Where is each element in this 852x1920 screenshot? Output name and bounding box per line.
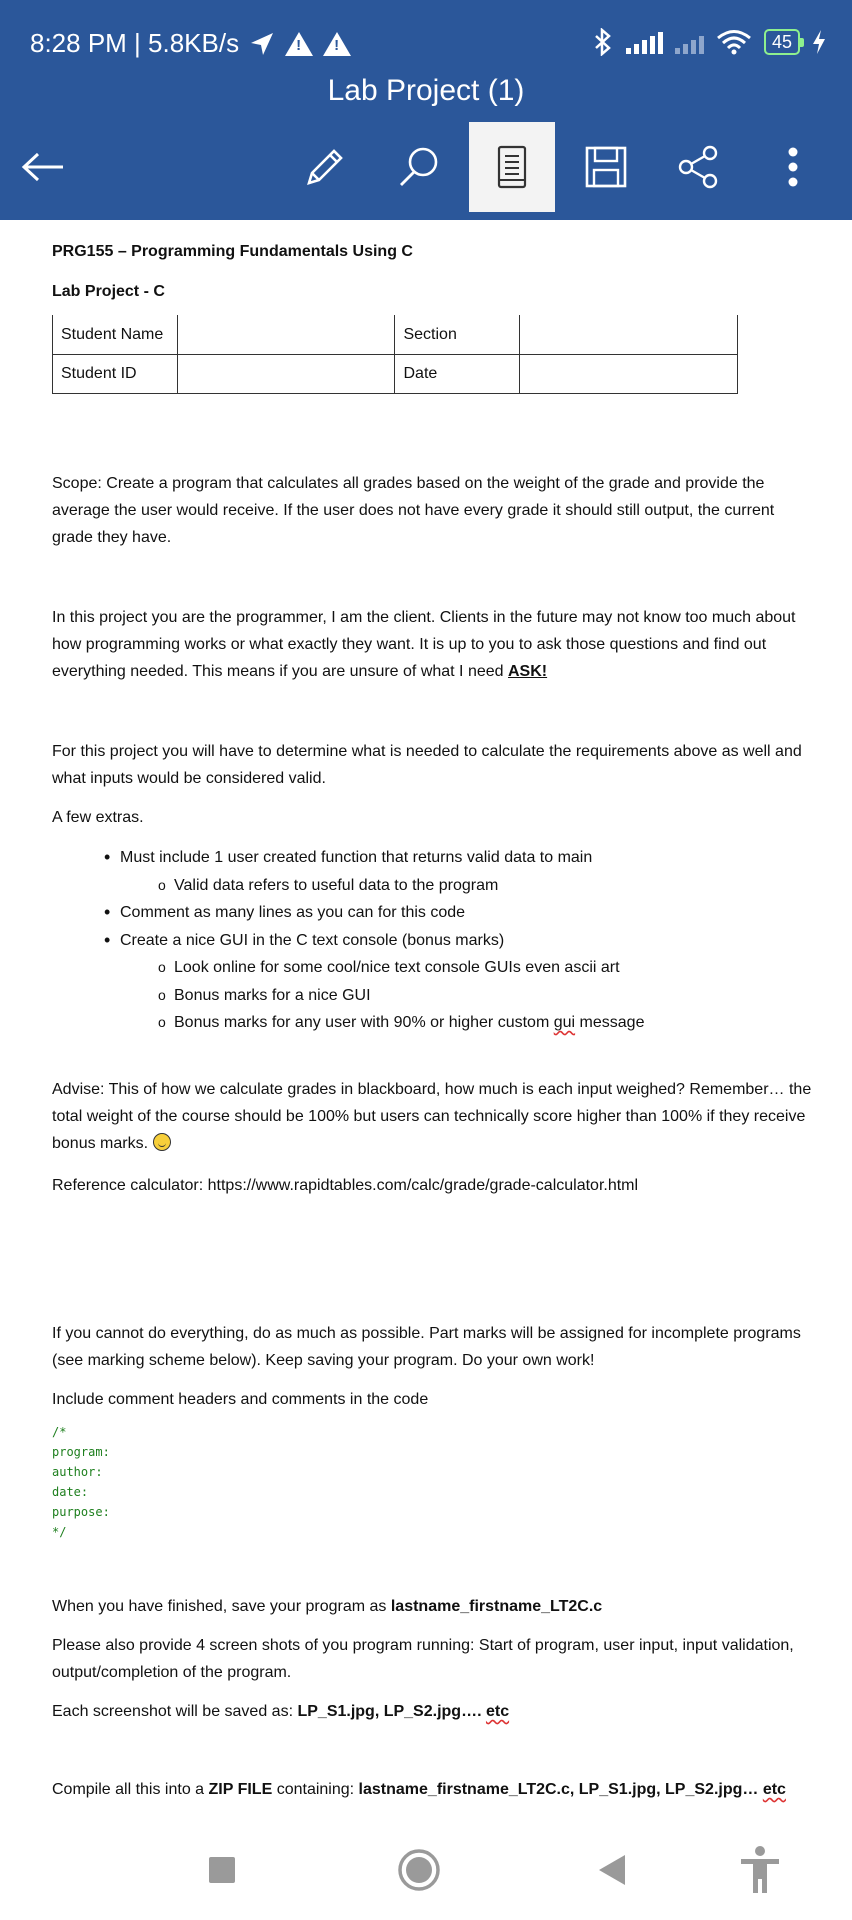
- code-line: date:: [52, 1485, 89, 1499]
- section-label: Section: [395, 315, 520, 354]
- toolbar: [0, 122, 852, 212]
- document-title: Lab Project (1): [327, 74, 525, 107]
- signal-strength-2-icon: [675, 30, 704, 54]
- list-item-text-end: message: [579, 1014, 645, 1031]
- student-id-label: Student ID: [53, 354, 178, 393]
- advise-text: Advise: This of how we calculate grades in blackboard, how much is each input weighed? Remember… the total weight of the course should be 100% but users can technically score higher than 100% if they receive bonus marks.: [52, 1081, 812, 1152]
- code-line: purpose:: [52, 1505, 110, 1519]
- battery-indicator: 45: [764, 29, 800, 55]
- accessibility-icon: [738, 1845, 782, 1895]
- navigation-bar: [0, 1820, 852, 1920]
- back-button[interactable]: [0, 122, 86, 212]
- code-line: program:: [52, 1445, 110, 1459]
- warning-icon-2: [323, 32, 351, 56]
- client-text: In this project you are the programmer, I am the client. Clients in the future may not know too much about how programming works or what exactly they want. It is up to you to ask those questions and find out everything needed. This means if you are unsure of what I need: [52, 609, 796, 680]
- misspelled-word: gui: [553, 1014, 576, 1031]
- recent-apps-button[interactable]: [190, 1838, 254, 1902]
- bluetooth-icon: [592, 28, 614, 56]
- save-filename: lastname_firstname_LT2C.c: [390, 1598, 603, 1615]
- save-button[interactable]: [563, 122, 649, 212]
- reference-paragraph: Reference calculator: https://www.rapidtables.com/calc/grade/grade-calculator.html: [52, 1177, 639, 1194]
- comments-note: Include comment headers and comments in the code: [52, 1391, 429, 1408]
- code-comment-block: [52, 1422, 110, 1542]
- code-line: /*: [52, 1425, 67, 1439]
- reading-view-button[interactable]: [469, 122, 555, 212]
- status-right: [592, 28, 826, 56]
- search-button[interactable]: [376, 122, 462, 212]
- screenshot-names: LP_S1.jpg, LP_S2.jpg….: [297, 1703, 482, 1720]
- reading-view-icon: [496, 145, 528, 189]
- code-line: */: [52, 1525, 67, 1539]
- home-icon: [397, 1848, 441, 1892]
- list-item: [106, 1009, 806, 1037]
- student-name-cell[interactable]: [177, 315, 395, 354]
- advise-paragraph: [52, 1076, 812, 1157]
- status-time-speed: 8:28 PM | 5.8KB/s: [30, 28, 240, 58]
- edit-pencil-icon: [303, 145, 347, 189]
- student-id-cell[interactable]: [177, 354, 395, 393]
- screenshot-etc: etc: [485, 1703, 510, 1720]
- status-left: [30, 28, 351, 59]
- wifi-icon: [716, 29, 752, 55]
- signal-strength-icon: [626, 30, 663, 54]
- section-cell[interactable]: [520, 315, 738, 354]
- winking-face-icon: [153, 1133, 171, 1151]
- extras-list: [106, 844, 806, 1037]
- determine-paragraph: For this project you will have to determine what is needed to calculate the requirements above as well and what inputs would be considered valid.: [52, 743, 802, 787]
- table-row: [53, 354, 738, 393]
- home-button[interactable]: [387, 1838, 451, 1902]
- list-item-text: Bonus marks for any user with 90% or higher custom: [174, 1014, 550, 1031]
- scope-paragraph: Scope: Create a program that calculates all grades based on the weight of the grade and provide the average the user would receive. If the user does not have every grade it should still output, the current grade they have.: [52, 475, 775, 546]
- table-row: [53, 315, 738, 354]
- recent-apps-icon: [208, 1856, 236, 1884]
- edit-button[interactable]: [282, 122, 368, 212]
- compile-files: lastname_firstname_LT2C.c, LP_S1.jpg, LP_S2.jpg…: [358, 1781, 759, 1798]
- extras-heading: A few extras.: [52, 809, 144, 826]
- list-item: • Comment as many lines as you can for this code: [106, 899, 806, 927]
- navigation-arrow-icon: [249, 31, 275, 57]
- lab-title: Lab Project - C: [52, 283, 165, 300]
- incomplete-paragraph: If you cannot do everything, do as much as possible. Part marks will be assigned for incomplete programs (see marking scheme below). Keep saving your program. Do your own work!: [52, 1325, 801, 1369]
- charging-icon: [812, 29, 826, 55]
- share-icon: [677, 145, 721, 189]
- screenshot-prefix: Each screenshot will be saved as:: [52, 1703, 294, 1720]
- ask-emphasis: ASK!: [508, 663, 548, 680]
- student-info-table: [52, 315, 738, 394]
- app-bar: [0, 0, 852, 220]
- list-item: o Bonus marks for a nice GUI: [106, 982, 806, 1010]
- list-item: • Must include 1 user created function that returns valid data to main: [106, 844, 806, 872]
- screenshot-naming-paragraph: [52, 1698, 812, 1725]
- compile-prefix: Compile all this into a: [52, 1781, 205, 1798]
- client-paragraph: [52, 604, 812, 685]
- list-item: o Look online for some cool/nice text console GUIs even ascii art: [106, 954, 806, 982]
- accessibility-button[interactable]: [728, 1838, 792, 1902]
- compile-paragraph: [52, 1776, 812, 1803]
- save-icon: [585, 146, 627, 188]
- screenshots-paragraph: Please also provide 4 screen shots of you program running: Start of program, user input, input validation, output/completion of the program.: [52, 1637, 794, 1681]
- back-arrow-icon: [21, 152, 65, 182]
- list-item: • Create a nice GUI in the C text console (bonus marks): [106, 927, 806, 955]
- code-line: author:: [52, 1465, 103, 1479]
- search-icon: [396, 144, 442, 190]
- compile-mid: containing:: [276, 1781, 355, 1798]
- list-item: o Valid data refers to useful data to the program: [106, 872, 806, 900]
- date-label: Date: [395, 354, 520, 393]
- warning-icon: [285, 32, 313, 56]
- compile-etc: etc: [762, 1781, 786, 1798]
- save-prefix: When you have finished, save your program as: [52, 1598, 387, 1615]
- back-icon: [597, 1853, 627, 1887]
- compile-zip: ZIP FILE: [208, 1781, 273, 1798]
- student-name-label: Student Name: [53, 315, 178, 354]
- more-options-icon: [786, 145, 800, 189]
- back-nav-button[interactable]: [580, 1838, 644, 1902]
- date-cell[interactable]: [520, 354, 738, 393]
- save-paragraph: [52, 1593, 812, 1620]
- share-button[interactable]: [656, 122, 742, 212]
- more-options-button[interactable]: [750, 122, 836, 212]
- course-title: PRG155 – Programming Fundamentals Using C: [52, 243, 413, 260]
